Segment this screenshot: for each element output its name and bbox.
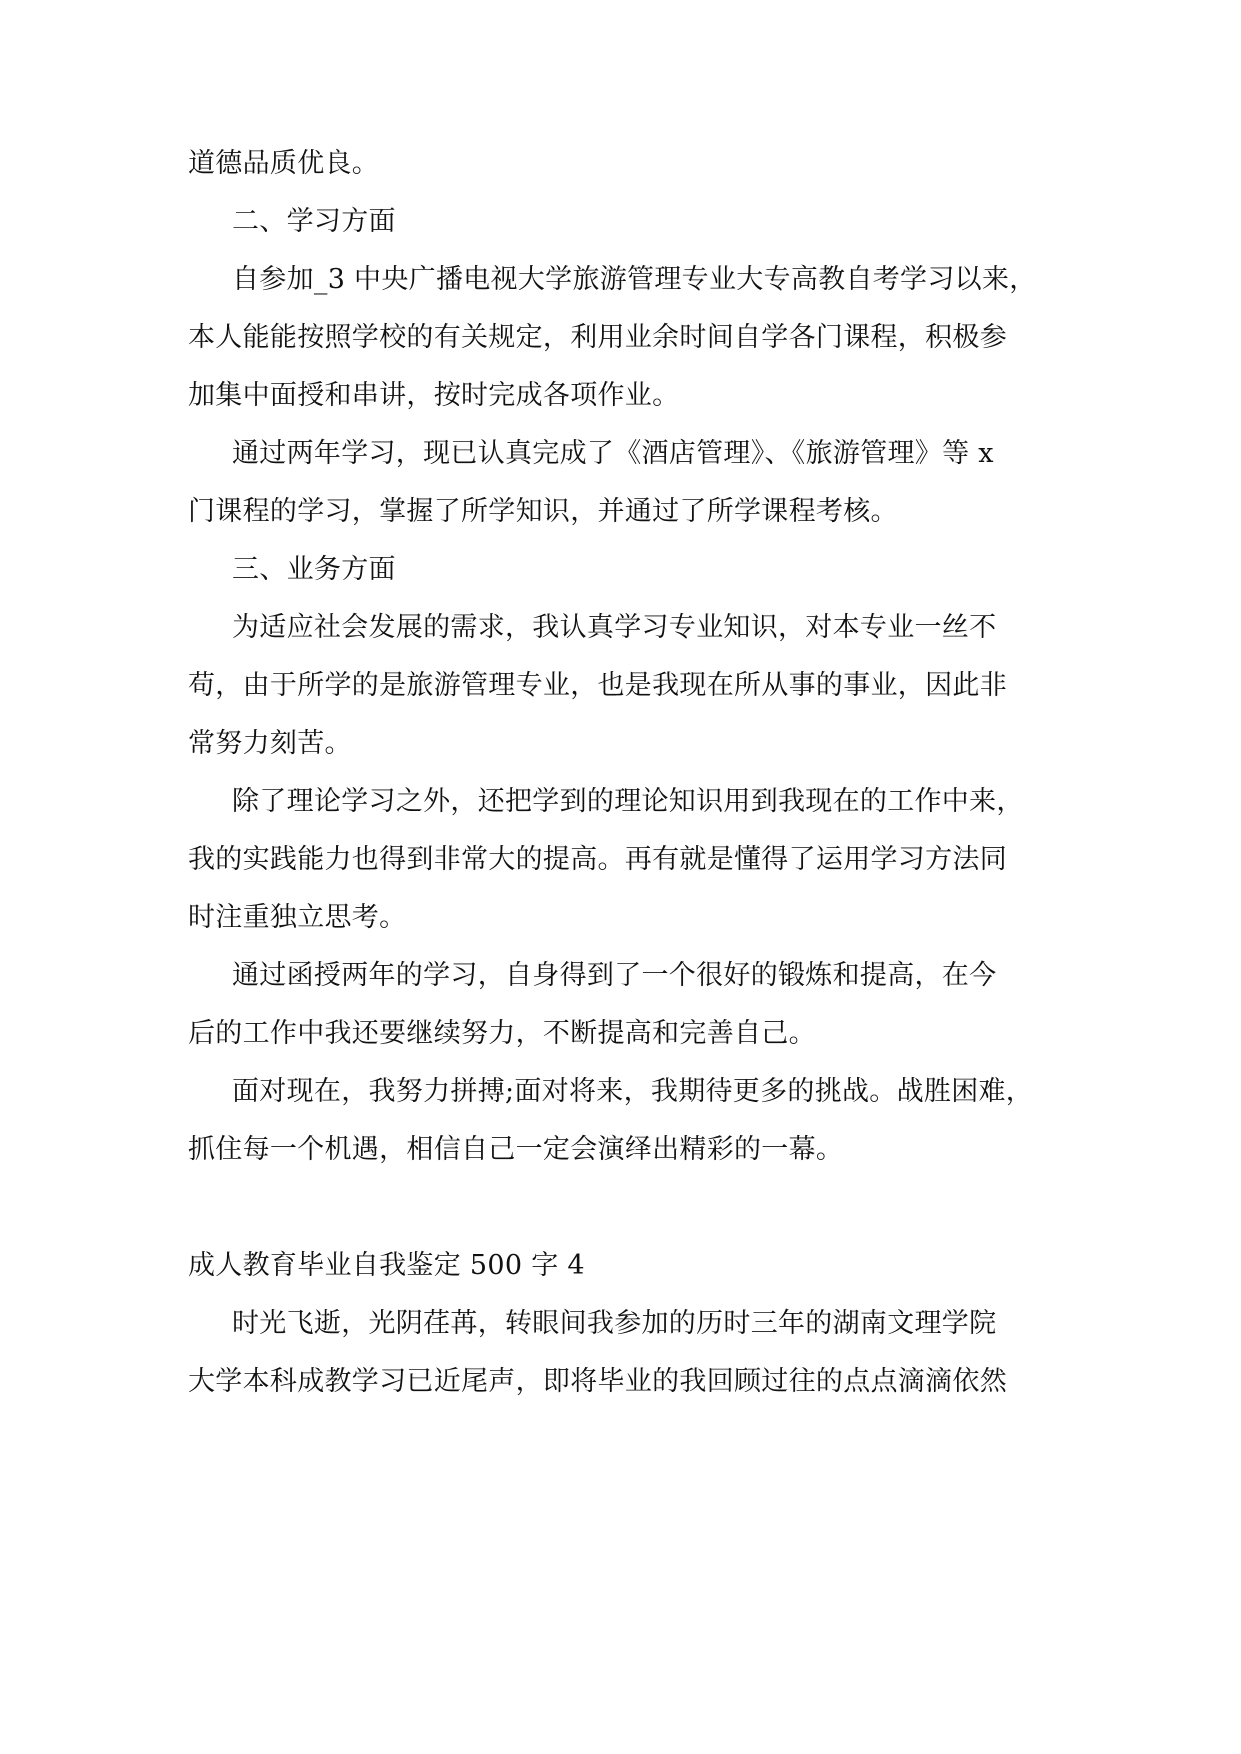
paragraph-line: 抓住每一个机遇，相信自己一定会演绎出精彩的一幕。 xyxy=(188,1134,844,1165)
paragraph-line: 通过两年学习，现已认真完成了《酒店管理》、《旅游管理》等 x xyxy=(232,438,994,469)
paragraph-line: 加集中面授和串讲，按时完成各项作业。 xyxy=(188,380,680,411)
article-title: 成人教育毕业自我鉴定 500 字 4 xyxy=(188,1250,585,1281)
paragraph-line: 通过函授两年的学习，自身得到了一个很好的锻炼和提高，在今 xyxy=(232,960,997,991)
paragraph-line: 后的工作中我还要继续努力，不断提高和完善自己。 xyxy=(188,1018,816,1049)
paragraph-line: 时光飞逝，光阴荏苒，转眼间我参加的历时三年的湖南文理学院 xyxy=(232,1308,997,1339)
paragraph-line: 我的实践能力也得到非常大的提高。再有就是懂得了运用学习方法同 xyxy=(188,844,1007,875)
paragraph-line: 时注重独立思考。 xyxy=(188,902,407,933)
paragraph-line: 苟，由于所学的是旅游管理专业，也是我现在所从事的事业，因此非 xyxy=(188,670,1007,701)
paragraph-line: 门课程的学习，掌握了所学知识，并通过了所学课程考核。 xyxy=(188,496,898,527)
paragraph-line: 大学本科成教学习已近尾声，即将毕业的我回顾过往的点点滴滴依然 xyxy=(188,1366,1007,1397)
paragraph-line: 为适应社会发展的需求，我认真学习专业知识，对本专业一丝不 xyxy=(232,612,997,643)
section-heading-business: 三、业务方面 xyxy=(232,554,396,585)
paragraph-line: 常努力刻苦。 xyxy=(188,728,352,759)
paragraph-line: 本人能能按照学校的有关规定，利用业余时间自学各门课程，积极参 xyxy=(188,322,1007,353)
section-heading-study: 二、学习方面 xyxy=(232,206,396,237)
paragraph-line: 除了理论学习之外，还把学到的理论知识用到我现在的工作中来， xyxy=(232,786,1024,817)
paragraph-line: 道德品质优良。 xyxy=(188,148,380,179)
paragraph-line: 面对现在，我努力拼搏;面对将来，我期待更多的挑战。战胜困难， xyxy=(232,1076,1034,1107)
paragraph-line: 自参加_3 中央广播电视大学旅游管理专业大专高教自考学习以来， xyxy=(232,264,1037,295)
